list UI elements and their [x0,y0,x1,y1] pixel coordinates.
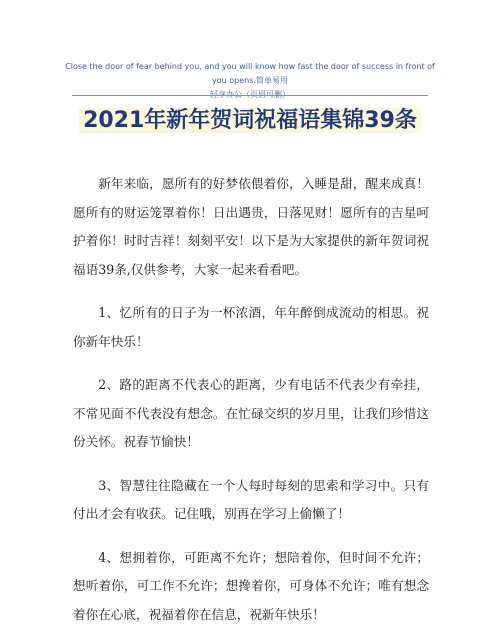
header-quote: Close the door of fear behind you, and you will know how fast the door of success in front of you opens. [65,62,435,85]
header-tagline-b: 轻享办公（页眉可删） [210,90,290,99]
blessing-item-4: 4、想拥着你，可距离不允许；想陪着你，但时间不允许；想听着你，可工作不允许；想搀着你，可身体不允许；唯有想念着你在心底，祝福着你在信息，祝新年快乐！ [73,549,429,622]
document-body [73,170,429,644]
header-divider [72,95,428,96]
document-title-text: 2021年新年贺词祝福语集锦39条 [79,108,421,133]
header-tagline-a: 简单易用 [255,76,288,85]
document-title [0,104,500,138]
blessing-item-2: 2、路的距离不代表心的距离，少有电话不代表少有牵挂，不常见面不代表没有想念。在忙碌交织的岁月里，让我们珍惜这份关怀。祝春节愉快！ [73,377,429,449]
blessing-item-3: 3、智慧往往隐藏在一个人每时每刻的思索和学习中。只有付出才会有收获。记住哦，别再在学习上偷懒了！ [73,477,429,521]
blessing-item-1: 1、忆所有的日子为一杯浓酒，年年醉倒成流动的相思。祝你新年快乐！ [73,305,429,349]
intro-paragraph: 新年来临，愿所有的好梦依偎着你，入睡是甜，醒来成真！愿所有的财运笼罩着你！日出遇贵，日落见财！愿所有的吉星呵护着你！时时吉祥！刻刻平安！以下是为大家提供的新年贺词祝福语39条,仅供参考，大家一起来看看吧。 [73,176,429,277]
